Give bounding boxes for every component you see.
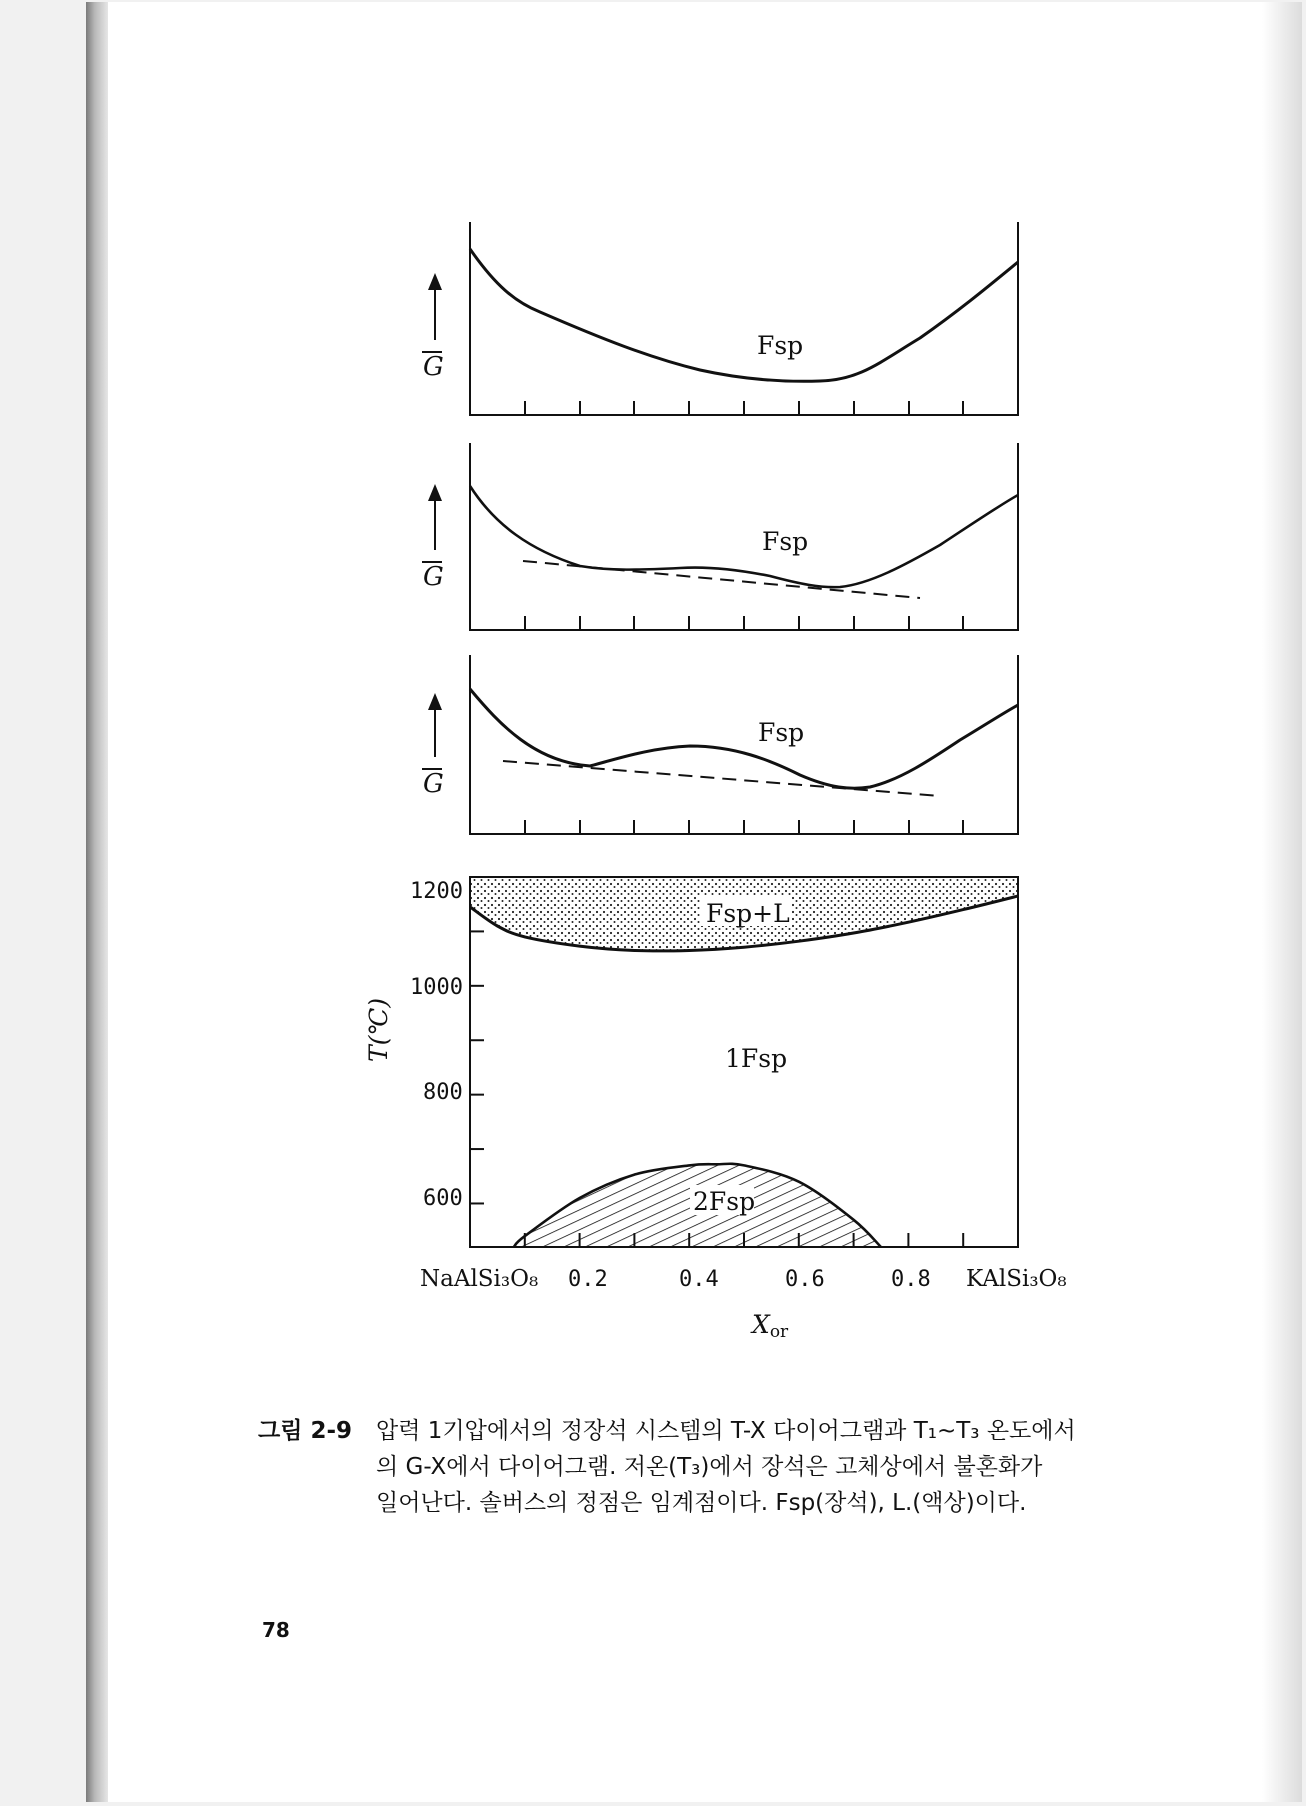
x-tick-label: 0.4 <box>679 1267 719 1292</box>
region-label-1fsp: 1Fsp <box>725 1044 788 1073</box>
x-tick-label: NaAlSi₃O₈ <box>420 1266 539 1292</box>
curve-label: Fsp <box>758 718 805 747</box>
common-tangent <box>503 761 940 796</box>
g-x-panel-1 <box>422 222 1018 415</box>
x-tick-label: KAlSi₃O₈ <box>966 1266 1067 1292</box>
y-tick-label: 1000 <box>410 975 463 1000</box>
t-x-phase-diagram <box>364 877 1067 1342</box>
y-ticks <box>470 931 484 1203</box>
x-ticks <box>525 401 963 415</box>
caption-line: 일어난다. 솔버스의 정점은 임계점이다. Fsp(장석), L.(액상)이다. <box>376 1490 1027 1516</box>
y-axis-label: G <box>423 562 444 592</box>
caption-line: 압력 1기압에서의 정장석 시스템의 T-X 다이어그램과 T₁~T₃ 온도에서 <box>376 1418 1076 1444</box>
x-axis-label: Xor <box>752 1310 789 1342</box>
caption-line: 의 G-X에서 다이어그램. 저온(T₃)에서 장석은 고체상에서 불혼화가 <box>376 1454 1043 1480</box>
x-ticks <box>525 616 963 630</box>
y-axis-label: T(℃) <box>364 997 393 1062</box>
g-x-panel-2 <box>422 443 1018 630</box>
g-curve <box>470 249 1018 381</box>
x-ticks <box>525 820 963 834</box>
g-axis-arrow <box>428 273 442 340</box>
curve-label: Fsp <box>762 527 809 556</box>
g-axis-arrow <box>428 693 442 757</box>
caption-label: 그림 2-9 <box>258 1418 352 1444</box>
y-axis-label: G <box>423 352 444 382</box>
x-tick-label: 0.6 <box>785 1267 825 1292</box>
x-tick-label: 0.2 <box>568 1267 608 1292</box>
g-axis-arrow <box>428 484 442 550</box>
g-x-panel-3 <box>422 655 1018 834</box>
x-tick-label: 0.8 <box>891 1267 931 1292</box>
region-label-2fsp: 2Fsp <box>693 1187 756 1216</box>
curve-label: Fsp <box>757 331 804 360</box>
page-number: 78 <box>262 1618 290 1642</box>
y-tick-label: 800 <box>423 1080 463 1105</box>
caption-text <box>376 1413 1166 1521</box>
g-curve <box>470 486 1018 587</box>
y-tick-label: 1200 <box>410 879 463 904</box>
g-curve <box>470 689 1018 788</box>
region-label-fsp-l: Fsp+L <box>706 899 790 928</box>
y-axis-label: G <box>423 769 444 799</box>
y-tick-label: 600 <box>423 1186 463 1211</box>
panel-frame <box>470 655 1018 834</box>
panel-frame <box>470 443 1018 630</box>
